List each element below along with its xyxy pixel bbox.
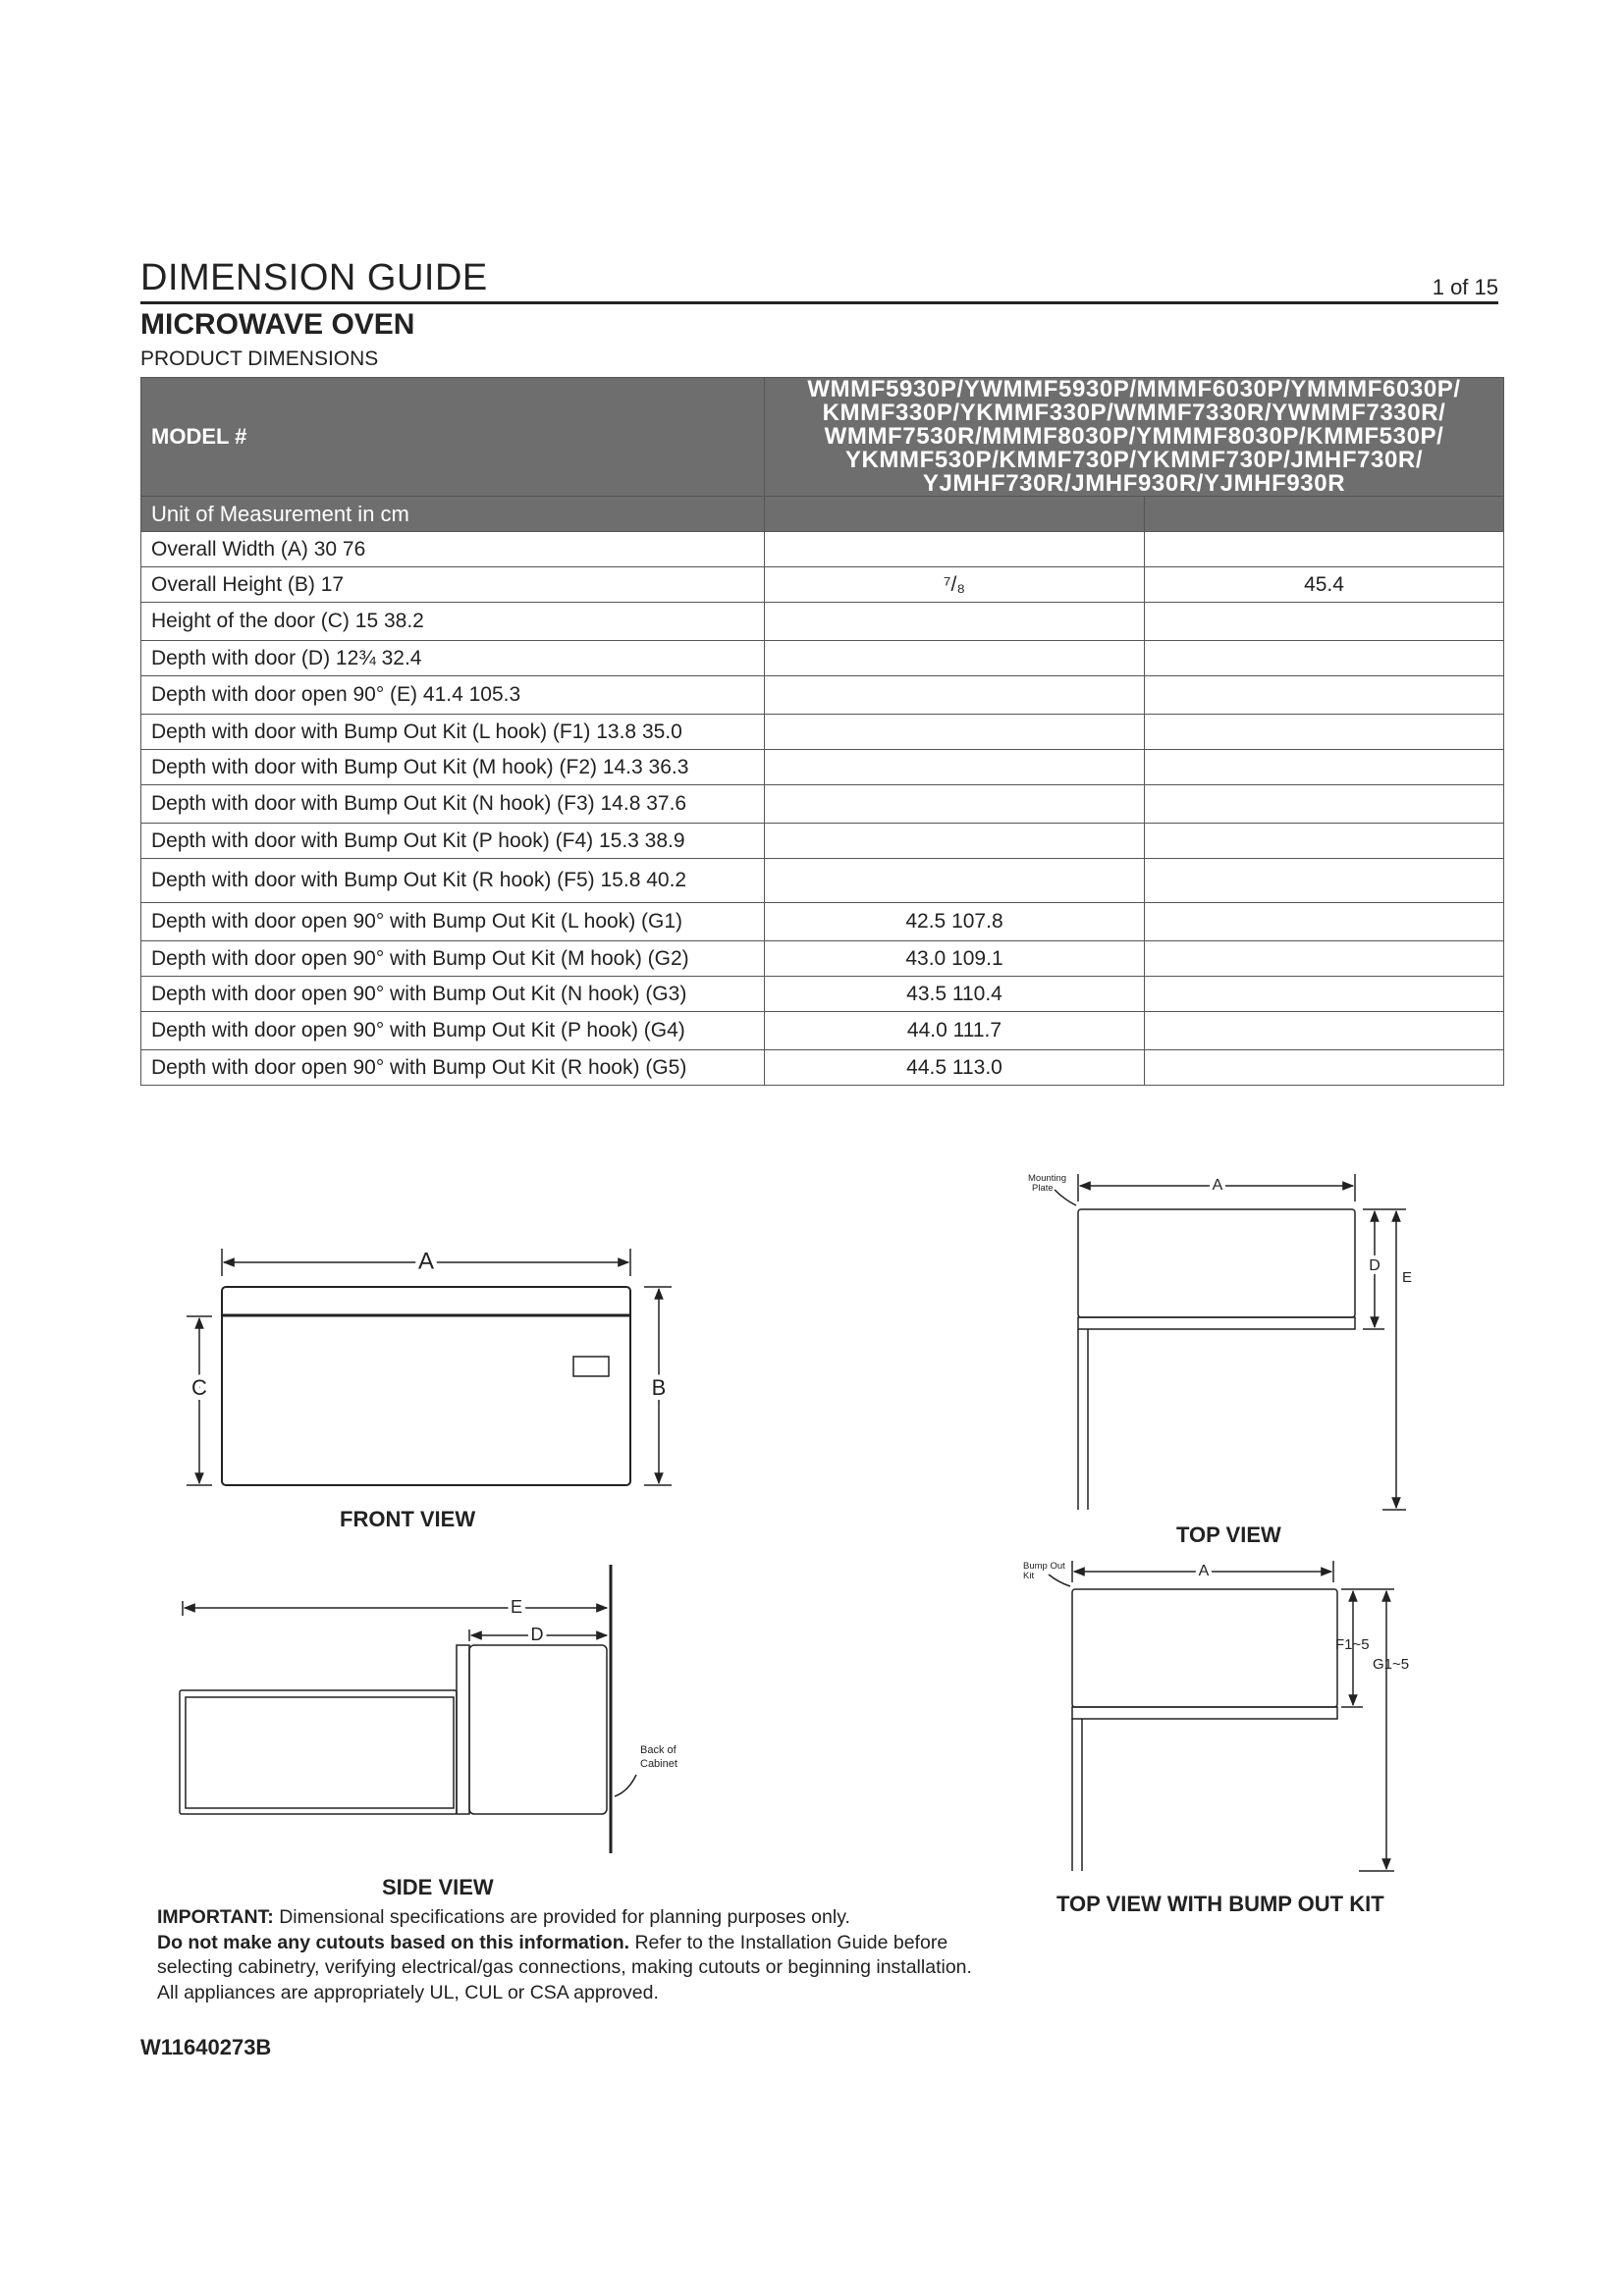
side-cabinet-label: Cabinet (640, 1758, 677, 1770)
mounting-label: Mounting (1028, 1173, 1067, 1184)
bump-kit-label: Bump Out (1023, 1561, 1065, 1572)
row-value-1: 44.5 113.0 (765, 1050, 1145, 1086)
important-label: IMPORTANT: (157, 1906, 274, 1928)
bump-f-label: F1~5 (1335, 1636, 1370, 1653)
row-label: Overall Height (B) 17 (141, 567, 765, 603)
row-label: Depth with door with Bump Out Kit (M hook) (F2) 14.3 36.3 (141, 750, 765, 785)
row-label: Depth with door with Bump Out Kit (N hook) (F3) 14.8 37.6 (141, 785, 765, 824)
unit-label: Unit of Measurement in cm (141, 497, 765, 532)
row-value-1: 43.0 109.1 (765, 941, 1145, 977)
row-label: Depth with door open 90° with Bump Out Kit (N hook) (G3) (141, 977, 765, 1012)
front-view-drawing (187, 1249, 672, 1485)
row-label: Depth with door with Bump Out Kit (R hook) (F5) 15.8 40.2 (141, 859, 765, 903)
row-label: Depth with door open 90° (E) 41.4 105.3 (141, 676, 765, 715)
row-label: Overall Width (A) 30 76 (141, 532, 765, 567)
row-label: Depth with door open 90° with Bump Out Kit (P hook) (G4) (141, 1012, 765, 1050)
bump-g-label: G1~5 (1373, 1656, 1410, 1673)
row-value-1: 42.5 107.8 (765, 903, 1145, 941)
top-a-label: A (1212, 1177, 1223, 1195)
front-a-label: A (417, 1248, 435, 1275)
model-line: KMMF330P/YKMMF330P/WMMF7330R/YWMMF7330R/ (822, 400, 1446, 426)
bump-a-label: A (1198, 1563, 1210, 1580)
model-line: YJMHF730R/JMHF930R/YJMHF930R (922, 470, 1346, 497)
row-value-2: 45.4 (1145, 567, 1504, 603)
side-e-label: E (510, 1596, 523, 1617)
model-line: WMMF5930P/YWMMF5930P/MMMF6030P/YMMMF6030P/ (807, 376, 1461, 402)
page-number: 1 of 15 (1432, 275, 1498, 299)
model-label: MODEL # (141, 378, 765, 497)
warning-text: Refer to the Installation Guide before (629, 1931, 948, 1953)
top-bump-caption: TOP VIEW WITH BUMP OUT KIT (1056, 1892, 1384, 1916)
model-line: YKMMF530P/KMMF730P/YKMMF730P/JMHF730R/ (844, 447, 1424, 473)
notes-line-3: selecting cabinetry, verifying electrical/gas connections, making cutouts or beginning installation. (157, 1956, 972, 1978)
important-text: Dimensional specifications are provided for planning purposes only. (273, 1906, 850, 1928)
document-number: W11640273B (140, 2035, 272, 2059)
front-b-label: B (651, 1374, 667, 1400)
side-d-label: D (530, 1624, 544, 1644)
warning-label: Do not make any cutouts based on this information. (157, 1931, 630, 1953)
row-label: Depth with door with Bump Out Kit (P hook) (F4) 15.3 38.9 (141, 824, 765, 859)
page-title: DIMENSION GUIDE (140, 257, 488, 298)
row-value-1: 43.5 110.4 (765, 977, 1145, 1012)
row-value-1: ⁷/₈ (765, 567, 1145, 603)
important-notes (157, 1905, 1100, 2005)
side-view-caption: SIDE VIEW (382, 1875, 494, 1899)
row-label: Depth with door open 90° with Bump Out Kit (M hook) (G2) (141, 941, 765, 977)
row-value-1: 44.0 111.7 (765, 1012, 1145, 1050)
row-label: Depth with door open 90° with Bump Out Kit (L hook) (G1) (141, 903, 765, 941)
top-d-label: D (1369, 1257, 1380, 1275)
row-label: Height of the door (C) 15 38.2 (141, 603, 765, 641)
kit-label: Kit (1023, 1571, 1035, 1581)
product-title: MICROWAVE OVEN (140, 308, 415, 341)
top-view-caption: TOP VIEW (1176, 1522, 1281, 1547)
notes-line-4: All appliances are appropriately UL, CUL or CSA approved. (157, 1981, 659, 2003)
top-bump-view-drawing (1049, 1561, 1394, 1871)
front-view-caption: FRONT VIEW (340, 1507, 476, 1531)
front-c-label: C (191, 1374, 207, 1400)
side-back-label: Back of (640, 1744, 677, 1756)
top-view-drawing (1055, 1174, 1406, 1510)
model-line: WMMF7530R/MMMF8030P/YMMMF8030P/KMMF530P/ (824, 423, 1444, 450)
row-label: Depth with door (D) 12¾ 32.4 (141, 641, 765, 676)
plate-label: Plate (1032, 1183, 1054, 1194)
section-heading: PRODUCT DIMENSIONS (140, 347, 379, 370)
row-label: Depth with door open 90° with Bump Out Kit (R hook) (G5) (141, 1050, 765, 1086)
side-view-drawing (180, 1565, 636, 1853)
top-e-label: E (1402, 1269, 1413, 1286)
row-label: Depth with door with Bump Out Kit (L hook) (F1) 13.8 35.0 (141, 715, 765, 750)
